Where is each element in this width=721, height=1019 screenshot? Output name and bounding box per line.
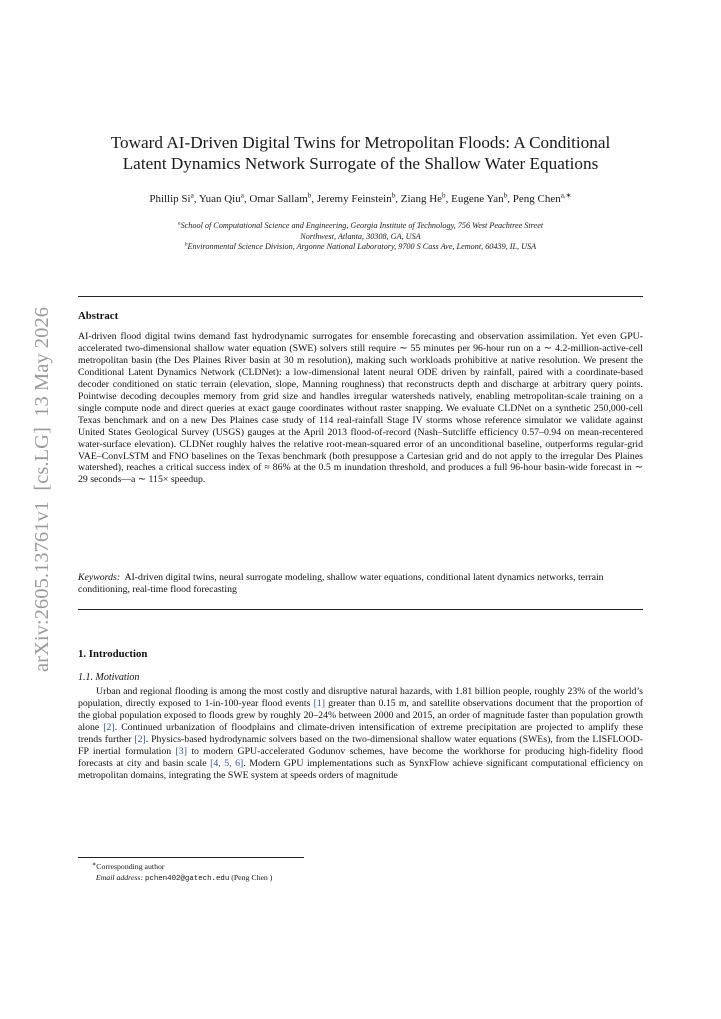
abstract-body: AI-driven flood digital twins demand fast hydrodynamic surrogates for ensemble forecasting and observation assimilation. Yet even GPU-accelerated two-dimensional shallow water equation (SWE) solvers still require ∼ 55 minutes per 96-hour run on a ∼ 4.2-million-active-cell metropolitan basin (the Des Plaines River basin at 30 m resolution), making such workloads prohibitive at native resolution. We present the Conditional Latent Dynamics Network (CLDNet): a low-dimensional latent neural ODE driven by rainfall, paired with a coordinate-based decoder conditioned on static terrain (elevation, slope, Manning roughness) that reconstructs depth and discharge at arbitrary query points. Pointwise decoding decouples memory from grid size and handles irregular watersheds natively, enabling metropolitan-scale training on a single compute node and direct queries at exact gauge coordinates without raster snapping. We evaluate CLDNet on a synthetic 250,000-cell Texas benchmark and on a new Des Plaines case study of 114 real-rainfall Stage IV storms whose reference simulator we validate against United States Geological Survey (USGS) gauges at the April 2013 flood-of-record (Nash–Sutcliffe efficiency 0.57–0.94 on mean-recentered water-surface elevation). CLDNet roughly halves the relative root-mean-squared error of an unconditional baseline, outperforms regular-grid VAE–ConvLSTM and FNO baselines on the Texas benchmark (both presuppose a Cartesian grid and do not apply to the irregular Des Plaines watershed), reaches a critical success index of ≈ 86% at the 0.5 m inundation threshold, and produces a full 96-hour basin-wide forecast in ∼ 29 seconds—a ∼ 115× speedup. bbox=[78, 331, 643, 486]
keywords-list: AI-driven digital twins, neural surrogate modeling, shallow water equations, conditional latent dynamics networks, terrain conditioning, real-time flood forecasting bbox=[78, 572, 604, 595]
subsection-heading-motivation: 1.1. Motivation bbox=[78, 672, 140, 683]
footnote-email-label: Email address: bbox=[95, 873, 144, 882]
citation-link[interactable]: [4, 5, 6] bbox=[210, 757, 244, 769]
citation-link[interactable]: [3] bbox=[175, 745, 187, 757]
paper-title bbox=[78, 132, 643, 174]
author: Omar Sallam$^b$, bbox=[249, 191, 317, 205]
section-heading-introduction: 1. Introduction bbox=[78, 648, 148, 660]
author: Yuan Qiu$^a$, bbox=[198, 191, 250, 205]
arxiv-identifier bbox=[6, 300, 66, 680]
affiliation-a-mark: a bbox=[177, 220, 181, 227]
author: Jeremy Feinstein$^b$, bbox=[316, 191, 401, 205]
title-line-2: Latent Dynamics Network Surrogate of the Shallow Water Equations bbox=[122, 154, 599, 173]
abstract-heading: Abstract bbox=[78, 310, 119, 322]
citation-link[interactable]: [2] bbox=[103, 721, 115, 733]
abstract-top-rule bbox=[78, 296, 643, 297]
footnote bbox=[92, 861, 272, 885]
author: Eugene Yan$^b$, bbox=[451, 191, 513, 205]
affiliation-b-line-1: Environmental Science Division, Argonne National Laboratory, 9700 S Cass Ave, Lemont, 60439, IL, USA bbox=[187, 242, 537, 251]
affiliation-a bbox=[78, 221, 643, 242]
author-list bbox=[78, 193, 643, 205]
arxiv-identifier-svg bbox=[6, 300, 66, 680]
author: Ziang He$^b$, bbox=[400, 191, 452, 205]
footnote-rule bbox=[78, 857, 304, 858]
introduction-paragraph: Urban and regional flooding is among the most costly and disruptive natural hazards, with 1.81 billion people, roughly 23% of the world’s population, directly exposed to 1-in-100-year flood events [1] greater than 0.15 m, and satellite observations document that the proportion of the global population exposed to floods grew by roughly 20–24% between 2000 and 2015, an order of magnitude faster than population growth alone [2]. Continued urbanization of floodplains and climate-driven intensification of extreme precipitation are projected to amplify these trends further [2]. Physics-based hydrodynamic solvers based on the two-dimensional shallow water equations (SWEs), from the LISFLOOD-FP inertial formulation [3] to modern GPU-accelerated Godunov schemes, have become the workhorse for producing high-fidelity flood forecasts at city and basin scale [4, 5, 6]. Modern GPU implementations such as SynxFlow achieve significant computational efficiency on metropolitan domains, integrating the SWE system at speeds orders of magnitude bbox=[78, 686, 644, 781]
keywords bbox=[78, 572, 643, 596]
affiliation-b-mark: b bbox=[184, 241, 188, 248]
footnote-mark: ∗ bbox=[92, 861, 97, 868]
abstract-bottom-rule bbox=[78, 609, 643, 610]
title-line-1: Toward AI-Driven Digital Twins for Metropolitan Floods: A Conditional bbox=[110, 133, 611, 152]
author: Phillip Si$^a$, bbox=[149, 191, 199, 205]
citation-link[interactable]: [2] bbox=[134, 733, 146, 745]
affiliation-a-line-1: School of Computational Science and Engineering, Georgia Institute of Technology, 756 West Peachtree Street bbox=[180, 221, 544, 230]
arxiv-identifier-text: arXiv:2605.13761v1 [cs.LG] 13 May 2026 bbox=[32, 326, 53, 672]
citation-link[interactable]: [1] bbox=[313, 697, 326, 709]
footnote-email-name: (Peng Chen ) bbox=[231, 873, 273, 882]
affiliation-a-line-2: Northwest, Atlanta, 30308, GA, USA bbox=[300, 231, 421, 241]
footnote-corresponding: Corresponding author bbox=[96, 862, 165, 871]
email-link[interactable]: pchen402@gatech.edu bbox=[145, 875, 230, 883]
author: Peng Chen$^{a,∗}$ bbox=[512, 191, 572, 205]
keywords-label: Keywords: bbox=[78, 572, 121, 583]
affiliation-b bbox=[78, 242, 643, 253]
